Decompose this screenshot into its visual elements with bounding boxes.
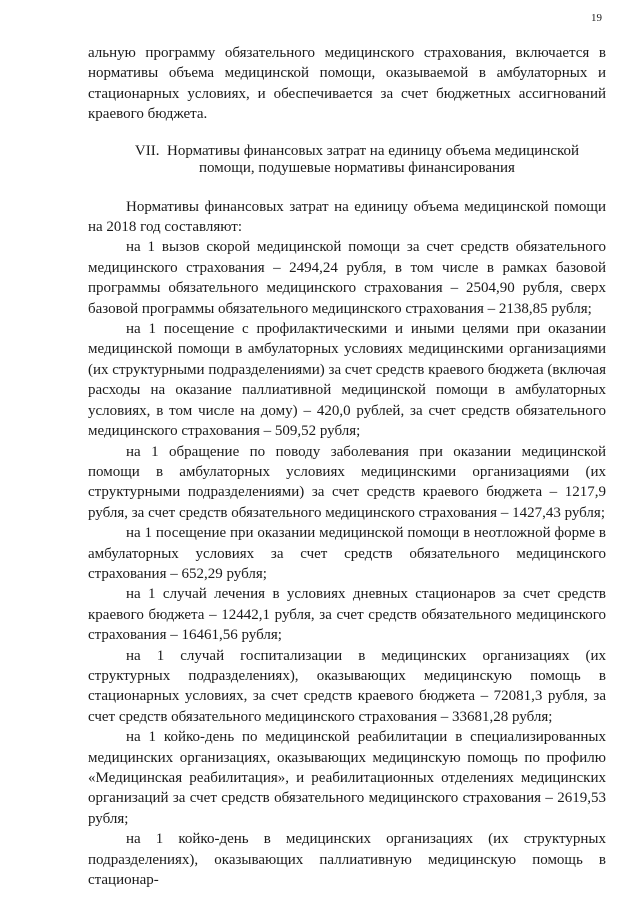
section-title-line-2: помощи, подушевые нормативы финансирования [199,159,515,176]
document-body [88,43,606,890]
section-heading-line-1 [108,143,606,160]
section-title-line-1: Нормативы финансовых затрат на единицу объема медицинской [167,142,580,159]
paragraph-ambulance-call: на 1 вызов скорой медицинской помощи за счет средств обязательного медицинского страхования – 2494,24 рубля, в том числе в рамках базовой программы обязательного медицинского страхования – 2504,90 рубля, сверх базовой программы обязательного медицинского страхования – 2138,85 рубля; [88,239,606,317]
paragraph-day-hospital: на 1 случай лечения в условиях дневных стационаров за счет средств краевого бюджета – 12442,1 рубля, за счет средств обязательного медицинского страхования – 16461,56 рубля; [88,586,606,644]
page-number: 19 [591,12,602,24]
paragraph-palliative: на 1 койко-день в медицинских организациях (их структурных подразделениях), оказывающих паллиативную медицинскую помощь в стационар- [88,831,606,889]
paragraph-intro-norms: Нормативы финансовых затрат на единицу объема медицинской помощи на 2018 год составляют: [88,198,606,236]
paragraph-hospitalization: на 1 случай госпитализации в медицинских организациях (их структурных подразделениях), оказывающих медицинскую помощь в стационарных условиях, за счет средств краевого бюджета – 72081,3 рубля, за счет средств обязательного медицинского страхования – 33681,28 рубля; [88,647,606,725]
section-number: VII. [134,142,160,159]
paragraph-disease-appeal: на 1 обращение по поводу заболевания при оказании медицинской помощи в амбулаторных условиях медицинскими организациями (их структурными подразделениями) за счет средств краевого бюджета – 1217,9 рубля, за счет средств обязательного медицинского страхования – 1427,43 рубля; [88,443,606,521]
section-heading [88,143,606,177]
paragraph-urgent-visit: на 1 посещение при оказании медицинской помощи в неотложной форме в амбулаторных условиях за счет средств обязательного медицинского страхования – 652,29 рубля; [88,525,606,582]
paragraph-preventive-visit: на 1 посещение с профилактическими и иными целями при оказании медицинской помощи в амбулаторных условиях медицинскими организациями (их структурными подразделениями) за счет средств краевого бюджета (включая расходы на оказание паллиативной медицинской помощи в амбулаторных условиях, в том числе на дому) – 420,0 рублей, за счет средств обязательного медицинского страхования – 509,52 рубля; [88,321,606,440]
paragraph-rehabilitation: на 1 койко-день по медицинской реабилитации в специализированных медицинских организациях, оказывающих медицинскую помощь по профилю «Медицинская реабилитация», и реабилитационных отделениях медицинских организаций за счет средств обязательного медицинского страхования – 2619,53 рубля; [88,729,606,827]
intro-paragraph: альную программу обязательного медицинского страхования, включается в нормативы объема медицинской помощи, оказываемой в амбулаторных и стационарных условиях, и обеспечивается за счет бюджетных ассигнований краевого бюджета. [88,45,606,123]
